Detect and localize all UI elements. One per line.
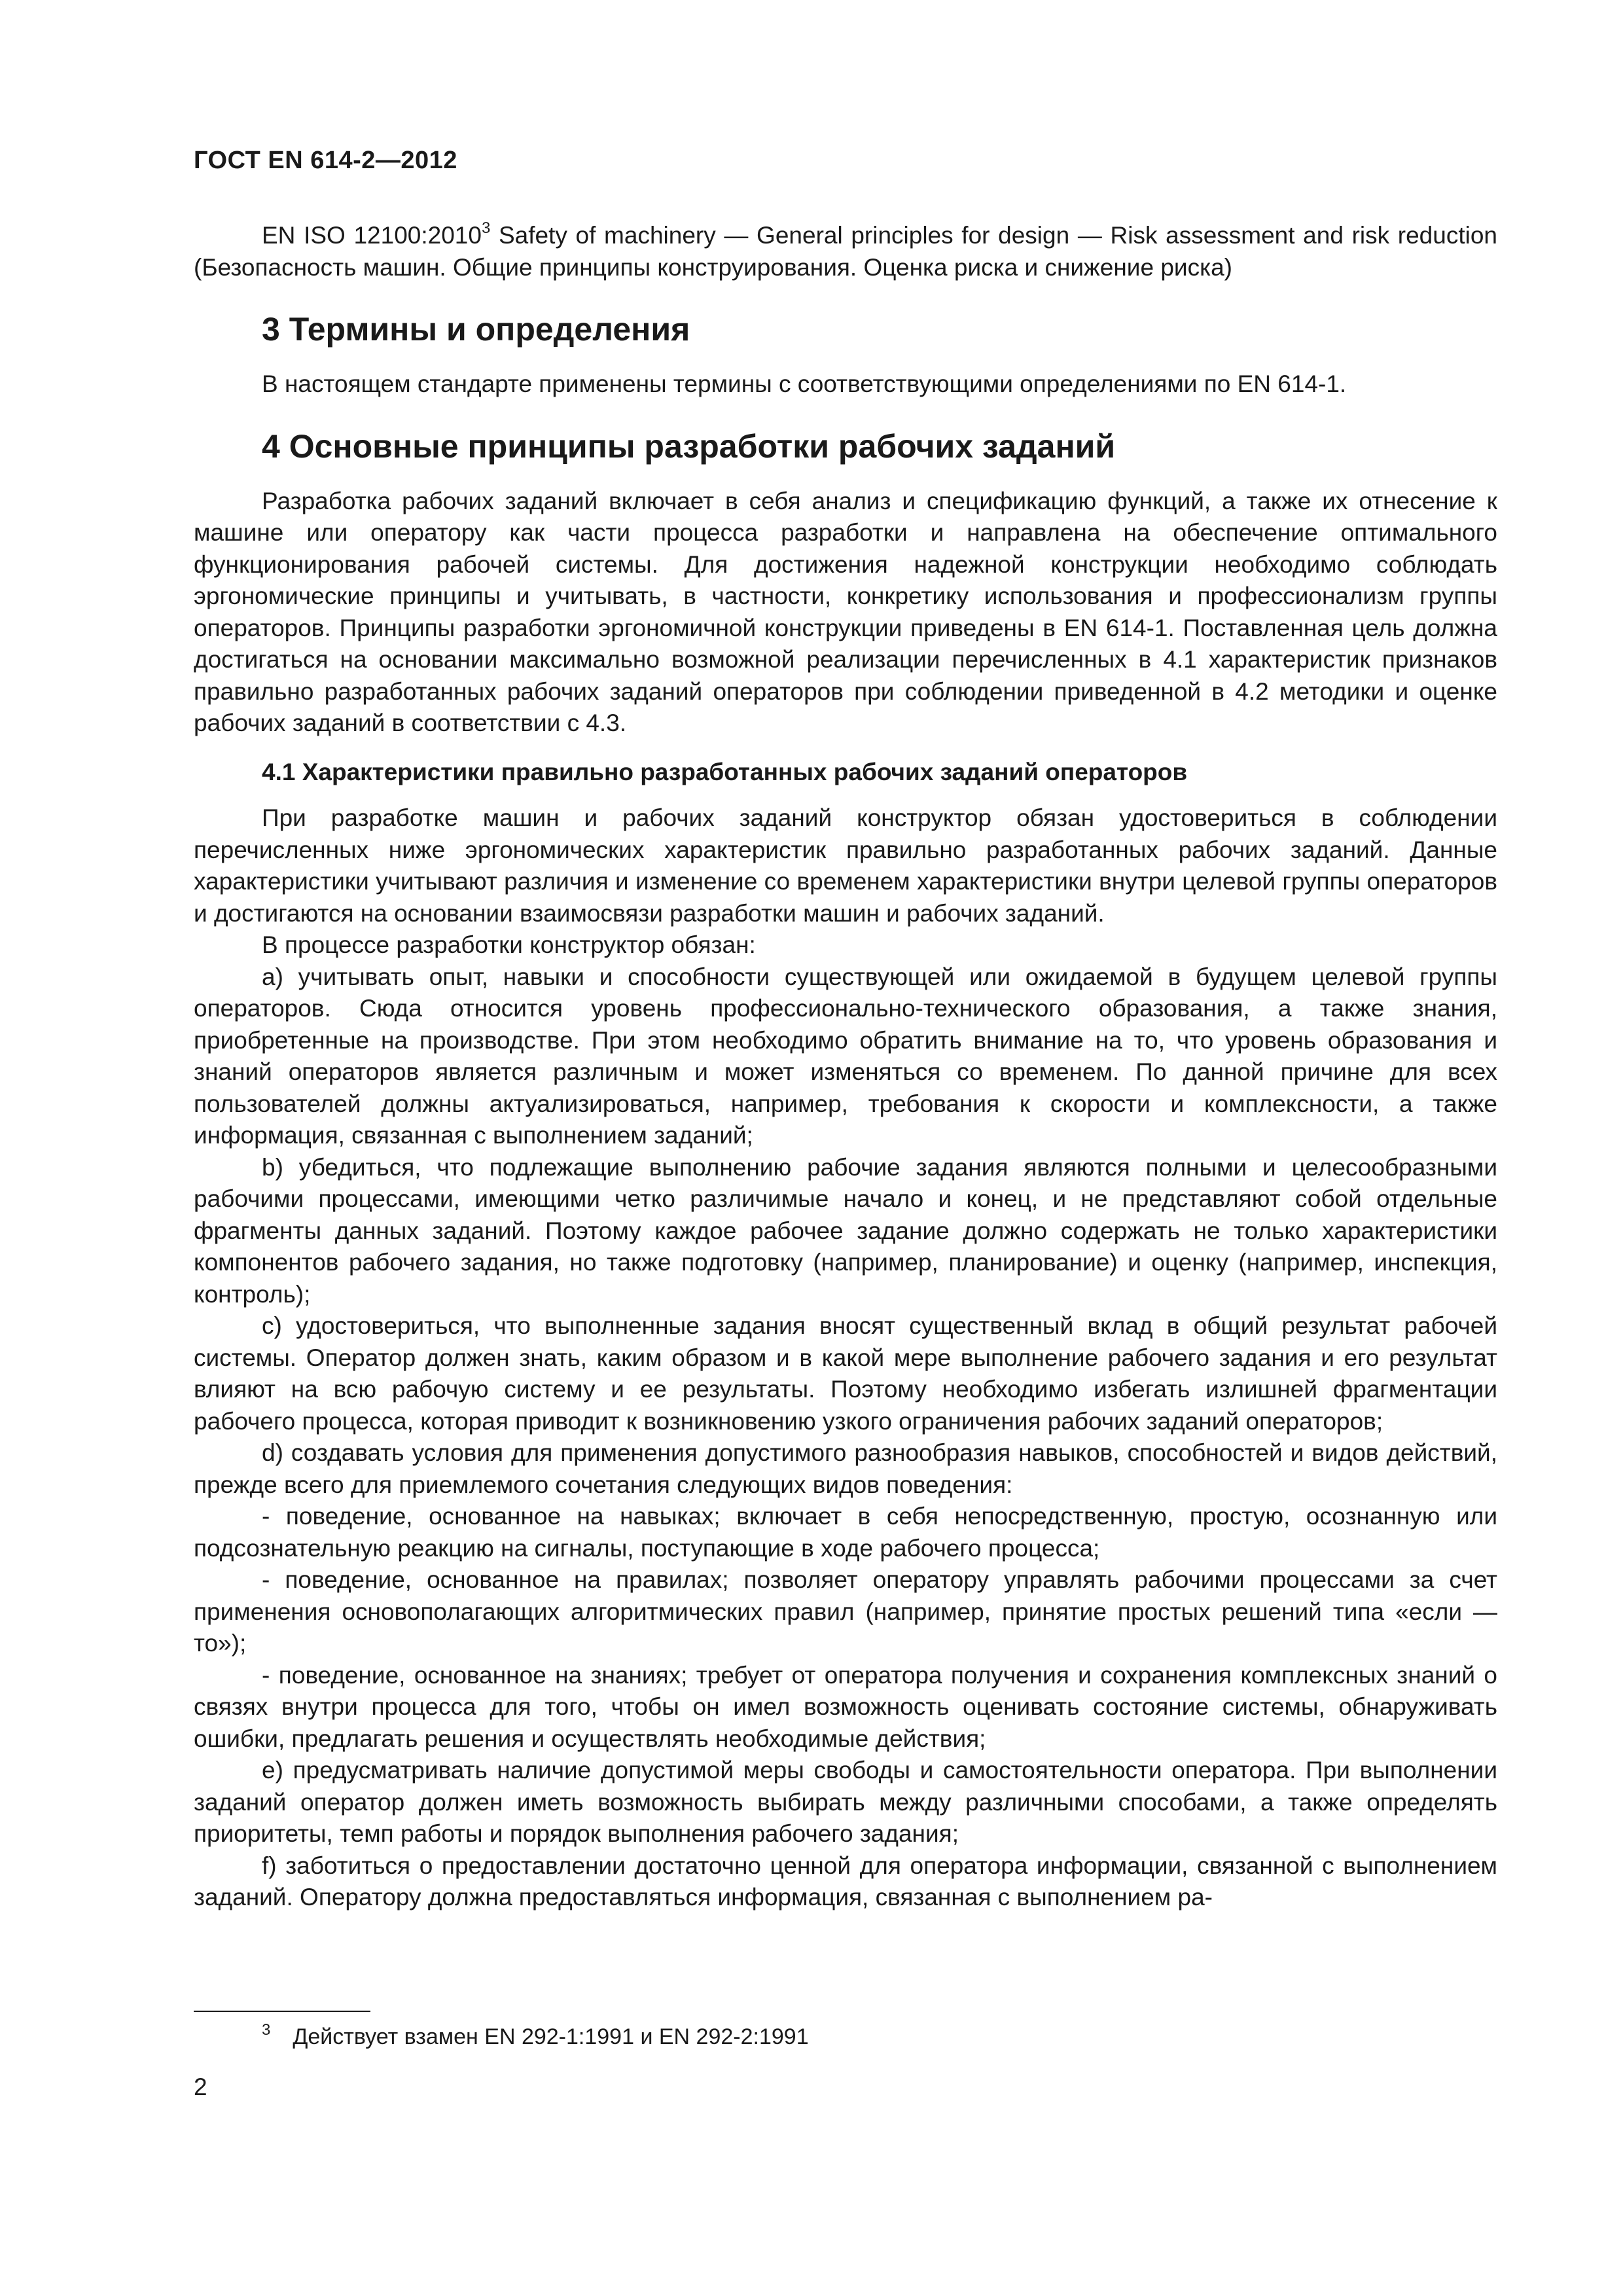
- list-item-d-skill: - поведение, основанное на навыках; включает в себя непосредственную, простую, осознанную или подсознательную реакцию на сигналы, поступающие в ходе рабочего процесса;: [194, 1503, 1497, 1562]
- footnote: [262, 2016, 809, 2051]
- list-item-b: b) убедиться, что подлежащие выполнению рабочие задания являются полными и целесообразными рабочими процессами, имеющими четко различимые начало и конец, и не представляют собой отдельные фрагменты данных заданий. Поэтому каждое рабочее задание должно содержать не только характеристики компонентов рабочего задания, но также подготовку (например, планирование) и оценку (например, инспекция, контроль);: [194, 1153, 1497, 1308]
- page-body: [194, 220, 1497, 1914]
- normative-reference: EN ISO 12100:2010$^3$ Safety of machinery — General principles for design — Risk assessment and risk reduction (Безопасность машин. Общие принципы конструирования. Оценка риска и снижение риска): [194, 219, 1497, 281]
- section-4-title: 4 Основные принципы разработки рабочих заданий: [262, 427, 1116, 465]
- footnote-text: Действует взамен EN 292-1:1991 и EN 292-2:1991: [293, 2024, 809, 2049]
- section-3-text: В настоящем стандарте применены термины с соответствующими определениями по EN 614-1.: [262, 370, 1347, 397]
- section-4-1-lead: В процессе разработки конструктор обязан:: [262, 931, 756, 958]
- list-item-d-rule: - поведение, основанное на правилах; позволяет оператору управлять рабочими процессами за счет применения основополагающих алгоритмических правил (например, принятие простых решений типа «если — то»);: [194, 1566, 1497, 1657]
- section-4-text: Разработка рабочих заданий включает в себя анализ и спецификацию функций, а также их отнесение к машине или оператору как части процесса разработки и направлена на обеспечение оптимального функционирования рабочей системы. Для достижения надежной конструкции необходимо соблюдать эргономические принципы и учитывать, в частности, конкретику использования и профессионализм группы операторов. Принципы разработки эргономичной конструкции приведены в EN 614-1. Поставленная цель должна достигаться на основании максимально возможной реализации перечисленных в 4.1 характеристик признаков правильно разработанных рабочих заданий операторов при соблюдении приведенной в 4.2 методики и оценке рабочих заданий в соответствии с 4.3.: [194, 487, 1497, 736]
- footnote-ref: 3: [481, 219, 491, 237]
- section-3-title: 3 Термины и определения: [262, 311, 690, 348]
- section-4-1-intro: При разработке машин и рабочих заданий конструктор обязан удостовериться в соблюдении перечисленных ниже эргономических характеристик правильно разработанных рабочих заданий. Данные характеристики учитывают различия и изменение со временем характеристики внутри целевой группы операторов и достигаются на основании взаимосвязи разработки машин и рабочих заданий.: [194, 804, 1497, 927]
- page-number: 2: [194, 2073, 207, 2100]
- document-header: ГОСТ EN 614-2—2012: [194, 147, 457, 174]
- list-item-e: e) предусматривать наличие допустимой меры свободы и самостоятельности оператора. При выполнении заданий оператор должен иметь возможность выбирать между различными способами, а также определять приоритеты, темп работы и порядок выполнения рабочего задания;: [194, 1757, 1497, 1847]
- list-item-d: d) создавать условия для применения допустимого разнообразия навыков, способностей и видов действий, прежде всего для приемлемого сочетания следующих видов поведения:: [194, 1439, 1497, 1498]
- section-4-1-title: 4.1 Характеристики правильно разработанных рабочих заданий операторов: [262, 758, 1188, 785]
- footnote-divider: [194, 2011, 370, 2012]
- list-item-d-knowledge: - поведение, основанное на знаниях; требует от оператора получения и сохранения комплексных знаний о связях внутри процесса для того, чтобы он имел возможность оценивать состояние системы, обнаруживать ошибки, предлагать решения и осуществлять необходимые действия;: [194, 1661, 1497, 1752]
- footnote-marker: 3: [262, 2021, 271, 2039]
- list-item-f: f) заботиться о предоставлении достаточно ценной для оператора информации, связанной с выполнением заданий. Оператору должна предоставляться информация, связанная с выполнением ра-: [194, 1852, 1497, 1910]
- list-item-c: c) удостовериться, что выполненные задания вносят существенный вклад в общий результат рабочей системы. Оператор должен знать, каким образом и в какой мере выполнение рабочего задания и его результат влияют на всю рабочую систему и ее результаты. Поэтому необходимо избегать излишней фрагментации рабочего процесса, которая приводит к возникновению узкого ограничения рабочих заданий операторов;: [194, 1312, 1497, 1435]
- list-item-a: a) учитывать опыт, навыки и способности существующей или ожидаемой в будущем целевой группы операторов. Сюда относится уровень профессионально-технического образования, а также знания, приобретенные на производстве. При этом необходимо обратить внимание на то, что уровень образования и знаний операторов является различным и может изменяться со временем. По данной причине для всех пользователей должны актуализироваться, например, требования к скорости и комплексности, а также информация, связанная с выполнением заданий;: [194, 963, 1497, 1149]
